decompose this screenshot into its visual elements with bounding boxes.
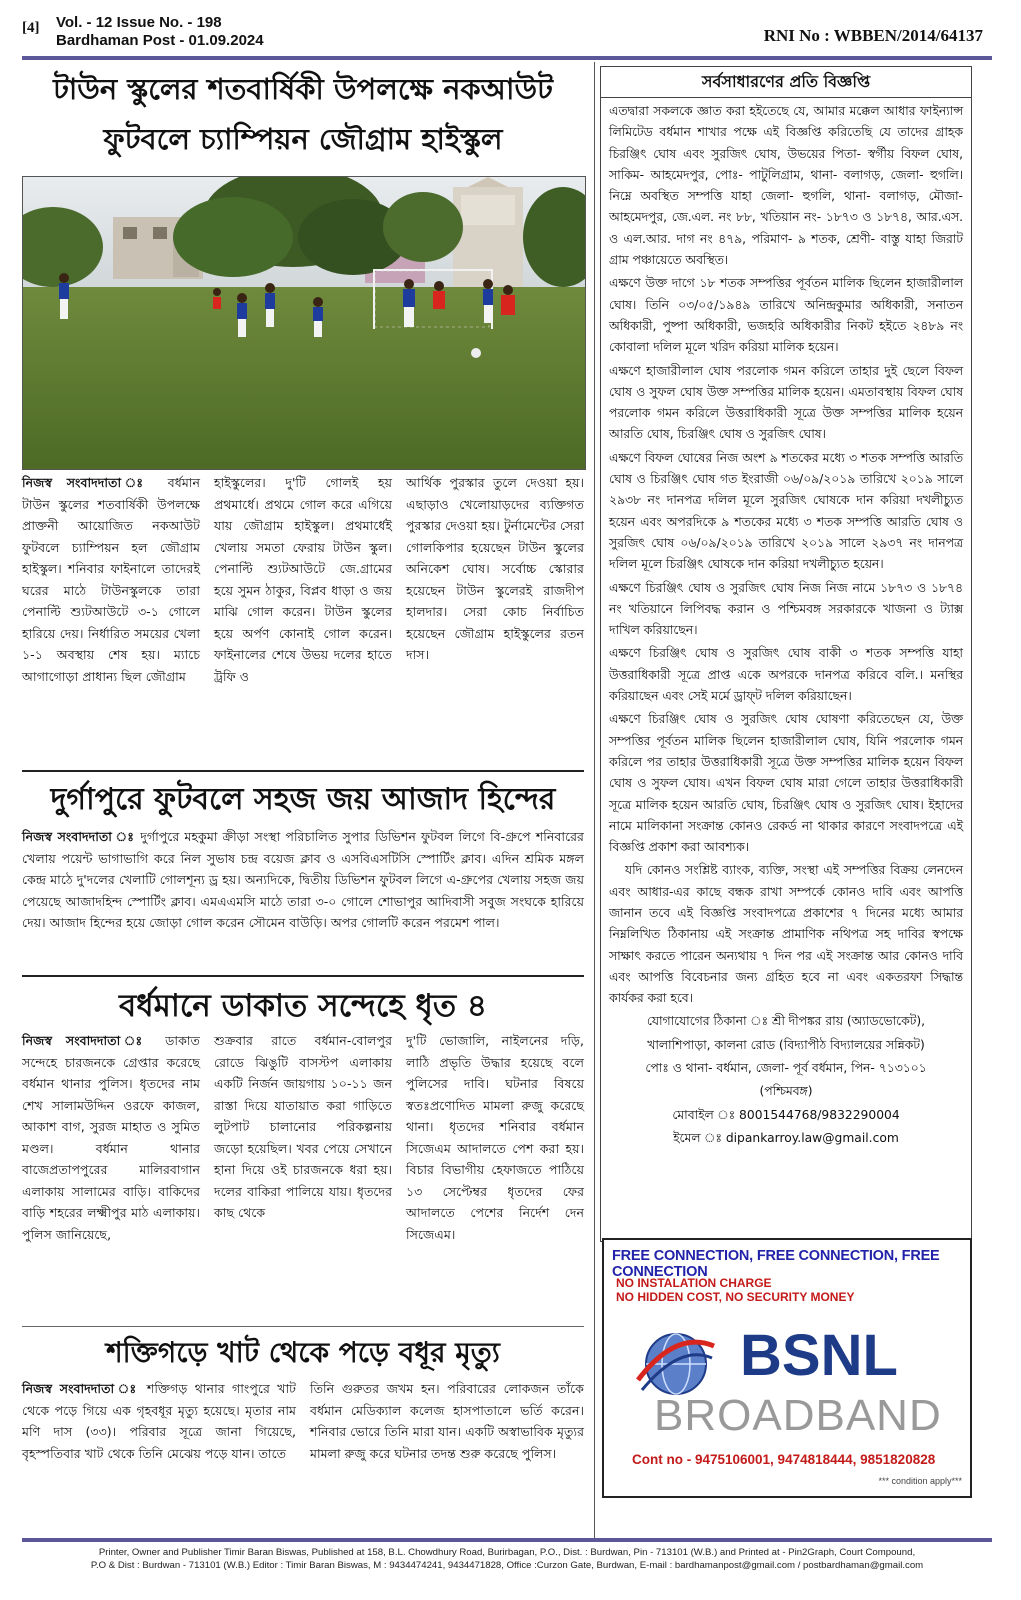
notice-paragraph-4: এক্ষণে বিফল ঘোষের নিজ অংশ ৯ শতকের মধ্যে ৩ শতক সম্পত্তি আরতি ঘোষ ও চিরঞ্জিৎ ঘোষ গত ইংরাজী ০৬/০৯/২০১৯ তারিখে ২০১৯ সালে ২৯৩৮ নং দানপত্র দলিল মূলে সুরজিৎ ঘোষকে দান করিয়া দখলীচ্যুত হয়েন এবং অপরদিকে ৯ শতকের মধ্যে ৩ শতক সম্পত্তি আরতি ঘোষ ও সুরজিৎ ঘোষ ০৬/০৯/২০১৯ তারিখে ২০১৯ সালে ২৯৩৭ নং দানপত্র দলিল মূলে চিরঞ্জিৎ ঘোষকে দান করিয়া দখলীচ্যুত হয়েন। [609, 450, 963, 572]
story-separator-1 [22, 770, 584, 772]
story4-col1 [22, 1378, 296, 1464]
volume-line: Vol. - 12 Issue No. - 198 [56, 14, 222, 31]
column-divider [594, 62, 595, 1542]
imprint-line-2: P.O & Dist : Burdwan - 713101 (W.B.) Editor : Timir Baran Biswas, M : 9434474241, 9434471828, Office :Curzon Gate, Burdwan, E-mail : bardhamanpost@gmail.com / postbardhaman@gmail.com [90, 1560, 924, 1571]
ad-no-installation: NO INSTALATION CHARGE [616, 1276, 772, 1290]
football-match-photo [22, 176, 586, 470]
story3-col2: শুক্রবার রাতে বর্ধমান-বোলপুর রোডে ঝিঙুটি বাসস্টপ এলাকায় একটি নির্জন জায়গায় ১০-১১ জন রাস্তা দিয়ে যাতায়াত করা গাড়িতে লুটপাট চালানোর পরিকল্পনায় জড়ো হয়েছিল। খবর পেয়ে সেখানে হানা দিয়ে ওই চারজনকে ধরা হয়। দলের বাকিরা পালিয়ে যায়। ধৃতদের কাছ থেকে [214, 1033, 392, 1220]
story1-col1 [22, 472, 200, 687]
story4-col1-text: শক্তিগড় থানার গাংপুরে খাট থেকে পড়ে গিয়ে এক গৃহবধূর মৃত্যু হয়েছে। মৃতার নাম মণি দাস (৩৩)। পরিবার সূত্রে জানা গিয়েছে, বৃহস্পতিবার খাট থেকে তিনি মেঝেয় পড়ে যান। তাতে [22, 1381, 296, 1461]
story3-col1 [22, 1030, 200, 1245]
ad-product: BROADBAND [654, 1391, 942, 1440]
story1-headline [22, 64, 584, 164]
story2-headline: দুর্গাপুরে ফুটবলে সহজ জয় আজাদ হিন্দের [50, 782, 556, 817]
notice-address-4: (পশ্চিমবঙ্গ) [759, 1084, 813, 1099]
bottom-rule [22, 1538, 992, 1542]
football-photo-illustration [23, 177, 585, 469]
notice-title: সর্বসাধারণের প্রতি বিজ্ঞপ্তি [601, 67, 971, 98]
notice-mobile: মোবাইল ঃ 8001544768/9832290004 [672, 1107, 900, 1122]
story1-headline-line2: ফুটবলে চ্যাম্পিয়ন জৌগ্রাম হাইস্কুল [103, 122, 503, 156]
story3-headline: বর্ধমানে ডাকাত সন্দেহে ধৃত ৪ [118, 988, 487, 1024]
story1-byline: নিজস্ব সংবাদদাতা ঃ [22, 475, 154, 490]
page-number: [4] [22, 20, 40, 36]
story2-byline: নিজস্ব সংবাদদাতা ঃ [22, 829, 136, 844]
story3-byline: নিজস্ব সংবাদদাতা ঃ [22, 1033, 152, 1048]
story2-body [22, 826, 584, 934]
imprint-footer [22, 1546, 992, 1572]
ad-no-hidden-cost: NO HIDDEN COST, NO SECURITY MONEY [616, 1290, 855, 1304]
imprint-line-1: Printer, Owner and Publisher Timir Baran Biswas, Published at 158, B.L. Chowdhury Road, Burirbagan, P.O., Dist. : Burdwan, Pin - 713101 (W.B.) and Printed at - Pin2Graph, Court Compound, [98, 1547, 916, 1558]
story3-body [22, 1030, 584, 1245]
notice-paragraph-8: যদি কোনও সংশ্লিষ্ট ব্যাংক, ব্যক্তি, সংস্থা এই সম্পত্তির বিক্রয় লেনদেন এবং আধার-এর কাছে বন্ধক রাখা সম্পর্কে কোনও দাবি এবং আপত্তি জানান তবে এই বিজ্ঞপ্তি সংবাদপত্রে প্রকাশের ৭ দিনের মধ্যে আমার নিম্নলিখিত ঠিকানায় এই সংক্রান্ত প্রামাণিক নথিপত্র সহ দাবির স্বপক্ষে সাক্ষাৎ করতে পারেন অন্যথায় ৭ দিন পর এই সংক্রান্ত আর কোনও দাবি এবং আপত্তি বিবেচনার জন্য গ্রহিত হবে না এবং একতরফা সিদ্ধান্ত কার্যকর করা হবে। [609, 863, 963, 1006]
rni-number: RNI No : WBBEN/2014/64137 [763, 26, 983, 45]
story1-body [22, 472, 584, 687]
notice-paragraph-6: এক্ষণে চিরঞ্জিৎ ঘোষ ও সুরজিৎ ঘোষ বাকী ৩ শতক সম্পত্তি যাহা উত্তরাধিকারী সূত্রে প্রাপ্ত একে অপরকে দানপত্র করিবে বলি.। মনস্থির করিয়াছেন এবং সেই মর্মে ড্রাফ্‌ট দলিল করিয়াছেন। [609, 646, 963, 704]
story3-col1-text: ডাকাত সন্দেহে চারজনকে গ্রেপ্তার করেছে বর্ধমান থানার পুলিস। ধৃতদের নাম শেখ সালামউদ্দিন ওরফে কাজল, আকাশ বাগ, সুরজ মাহাত ও সুমিত মণ্ডল। বর্ধমান থানার বাজেপ্রতাপপুরের মালিরবাগান এলাকায় সালামের বাড়ি। বাকিদের বাড়ি শহরের লক্ষ্মীপুর মাঠ এলাকায়। পুলিস জানিয়েছে, [22, 1033, 200, 1242]
notice-paragraph-5: এক্ষণে চিরঞ্জিৎ ঘোষ ও সুরজিৎ ঘোষ নিজ নিজ নামে ১৮৭৩ ও ১৮৭৪ নং খতিয়ানে লিপিবদ্ধ করান ও পশ্চিমবঙ্গ সরকারকে খাজনা ও ট্যাক্স দাখিল করিয়াছেন। [609, 580, 963, 638]
notice-paragraph-7: এক্ষণে চিরঞ্জিৎ ঘোষ ও সুরজিৎ ঘোষ ঘোষণা করিতেছেন যে, উক্ত সম্পত্তির পূর্বতন মালিক ছিলেন হাজারীলাল ঘোষ, যিনি পরলোক গমন করিলে পর তাহার উত্তরাধিকারী সূত্রে উক্ত সম্পত্তির মালিক হয়েন বিফল ঘোষ ও সুফল ঘোষ। এখন বিফল ঘোষ মারা গেলে তাহার উত্তরাধিকারী সূত্রে মালিক হয়েন আরতি ঘোষ, চিরঞ্জিৎ ঘোষ ও সুরজিৎ ঘোষ। ইহাদের নামে মালিকানা সংক্রান্ত কোনও রেকর্ড না থাকার কারণে সংবাদপত্রে এই বিজ্ঞপ্তি প্রকাশ করা আবশ্যক। [609, 712, 963, 855]
story4-headline: শক্তিগড়ে খাট থেকে পড়ে বধূর মৃত্যু [106, 1336, 500, 1369]
public-notice [600, 66, 972, 1242]
ad-brand: BSNL [740, 1323, 898, 1388]
story3-col3: দু'টি ভোজালি, নাইলনের দড়ি, লাঠি প্রভৃতি উদ্ধার হয়েছে বলে পুলিসের দাবি। ঘটনার বিষয়ে স্বতঃপ্রণোদিত মামলা রুজু করেছে থানা। ধৃতদের শনিবার বর্ধমান সিজেএম আদালতে পেশ করা হয়। বিচার বিভাগীয় হেফাজতে পাঠিয়ে ১৩ সেপ্টেম্বর ধৃতদের ফের আদালতে পেশের নির্দেশ দেন সিজেএম। [406, 1033, 584, 1242]
notice-body [609, 101, 963, 1151]
paper-date: Bardhaman Post - 01.09.2024 [56, 32, 264, 49]
ad-free-connection: FREE CONNECTION, FREE CONNECTION, FREE CONNECTION [612, 1248, 940, 1280]
story1-col3: আর্থিক পুরস্কার তুলে দেওয়া হয়। এছাড়াও খেলোয়াড়দের ব্যক্তিগত পুরস্কার দেওয়া হয়। টুর্নামেন্টের সেরা গোলকিপার হয়েছেন টাউন স্কুলের অনিকেশ ঘোষ। সর্বোচ্চ স্কোরার হয়েছেন টাউন স্কুলেরই রাজদীপ হালদার। সেরা কোচ নির্বাচিত হয়েছেন জৌগ্রাম হাইস্কুলের রতন দাস। [406, 475, 584, 662]
ad-condition: *** condition apply*** [878, 1476, 962, 1486]
story1-headline-line1: টাউন স্কুলের শতবার্ষিকী উপলক্ষে নকআউট [53, 72, 553, 106]
notice-paragraph-3: এক্ষণে হাজারীলাল ঘোষ পরলোক গমন করিলে তাহার দুই ছেলে বিফল ঘোষ ও সুফল ঘোষ উক্ত সম্পত্তির মালিক হয়েন। এমতাবস্থায় বিফল ঘোষ পরলোক গমন করিলে উত্তরাধিকারী সূত্রে উক্ত সম্পত্তির মালিক হয়েন আরতি ঘোষ, চিরঞ্জিৎ ঘোষ ও সুরজিৎ ঘোষ। [609, 363, 963, 442]
masthead-left [22, 14, 382, 50]
story-separator-2 [22, 975, 584, 977]
bsnl-broadband-ad [602, 1238, 972, 1498]
ad-contact: Cont no - 9475106001, 9474818444, 9851820828 [632, 1452, 936, 1467]
story-separator-3 [22, 1326, 584, 1327]
notice-paragraph-2: এক্ষণে উক্ত দাগে ১৮ শতক সম্পত্তির পূর্বতন মালিক ছিলেন হাজারীলাল ঘোষ। তিনি ০৩/০৫/১৯৪৯ তারিখে অনিন্দ্রকুমার অধিকারী, সনাতন অধিকারী, পুষ্পা অধিকারী, ভজহরি অধিকারীর নিকট হইতে ২৪৮৯ নং কোবালা দলিল মূলে খরিদ করিয়া মালিক হয়েন। [609, 276, 963, 355]
notice-address-2: খালাশিপাড়া, কালনা রোড (বিদ্যাপীঠ বিদ্যালয়ের সন্নিকট) [647, 1037, 925, 1052]
notice-address-3: পোঃ ও থানা- বর্ধমান, জেলা- পূর্ব বর্ধমান, পিন- ৭১৩১০১ [645, 1061, 927, 1076]
story4-col2: তিনি গুরুতর জখম হন। পরিবারের লোকজন তাঁকে বর্ধমান মেডিক্যাল কলেজ হাসপাতালে ভর্তি করেন। শনিবার ভোরে তিনি মারা যান। একটি অস্বাভাবিক মৃত্যুর মামলা রুজু করে ঘটনার তদন্ত শুরু করেছে পুলিস। [310, 1381, 584, 1461]
story4-body [22, 1378, 584, 1464]
issue-info [56, 14, 264, 50]
ad-charges [616, 1276, 854, 1304]
notice-paragraph-1: এতদ্বারা সকলকে জ্ঞাত করা হইতেছে যে, আমার মক্কেল আধার ফাইন্যান্স লিমিটেড বর্ধমান শাখার পক্ষে এই বিজ্ঞপ্তি করিতেছি যে তাদের গ্রাহক চিরঞ্জিৎ ঘোষ এবং সুরজিৎ ঘোষ, উভয়ের পিতা- স্বর্গীয় বিফল ঘোষ, সাকিম- আহমেদপুর, পোঃ- পাটুলিগ্রাম, থানা- বলাগড়, জেলা- হুগলি। নিম্নে অবস্থিত সম্পত্তি যাহা জেলা- হুগলি, থানা- বলাগড়, মৌজা- আহমেদপুর, জে.এল. নং ৮৮, খতিয়ান নং- ১৮৭৩ ও ১৮৭৪, আর.এস. ও এল.আর. দাগ নং ৪৭৯, পরিমাণ- ৯ শতক, শ্রেণী- বাস্তু যাহা জিরাট গ্রাম পঞ্চায়েতে অবস্থিত। [609, 104, 963, 268]
notice-email: ইমেল ঃ dipankarroy.law@gmail.com [673, 1130, 899, 1145]
top-rule [22, 56, 992, 60]
story2-text: দুর্গাপুরে মহকুমা ক্রীড়া সংস্থা পরিচালিত সুপার ডিভিশন ফুটবল লিগে বি-গ্রুপে শনিবারের খেলায় পয়েন্ট ভাগাভাগি করে নিল সুভাষ চন্দ্র বয়েজ ক্লাব ও এসবিএসটিসি স্পোর্টিং ক্লাব। এদিন শ্রমিক মঙ্গল কেন্দ্র মাঠে দু'দলের খেলাটি গোলশূন্য ড্র হয়। অন্যদিকে, দ্বিতীয় ডিভিশন ফুটবল লিগে এ-গ্রুপের খেলায় সহজ জয় পেয়েছে আজাদহিন্দ স্পোর্টিং ক্লাব। এমএএমসি মাঠে তারা ৩-০ গোলে শোভাপুর আদিবাসী সবুজ সংঘকে হারিয়ে দেয়। আজাদ হিন্দের হয়ে জোড়া গোল করেন সৌমেন বাউড়ি। অপর গোলটি করেন পরমেশ পাল। [22, 829, 584, 930]
story4-byline: নিজস্ব সংবাদদাতা ঃ [22, 1381, 140, 1396]
notice-address-1: যোগাযোগের ঠিকানা ঃ শ্রী দীপঙ্কর রায় (অ্যাডভোকেট), [646, 1014, 926, 1029]
story1-col2: হাইস্কুলের। দু'টি গোলই হয় প্রথমার্ধে। প্রথমে গোল করে এগিয়ে যায় জৌগ্রাম হাইস্কুল। প্রথমার্ধেই খেলায় সমতা ফেরায় টাউন স্কুল। পেনাল্টি শ্যুটআউটে জে.গ্রামের হয়ে সুমন ঠাকুর, বিপ্লব ধাড়া ও জয় মাঝি গোল করেন। টাউন স্কুলের হয়ে অর্পণ কোনাই গোল করেন। ফাইনালের শেষে উভয় দলের হাতে ট্রফি ও [214, 475, 392, 684]
story1-col1-text: বর্ধমান টাউন স্কুলের শতবার্ষিকী উপলক্ষে প্রাক্তনী আয়োজিত নকআউট ফুটবলে চ্যাম্পিয়ন হল জৌগ্রাম হাইস্কুল। শনিবার ফাইনালে তাদেরই ঘরের মাঠে টাউনস্কুলকে তারা পেনাল্টি শ্যুটআউটে ৩-১ গোলে হারিয়ে দেয়। নির্ধারিত সময়ের খেলা ১-১ অবস্থায় শেষ হয়। ম্যাচে আগাগোড়া প্রাধান্য ছিল জৌগ্রাম [22, 475, 200, 684]
